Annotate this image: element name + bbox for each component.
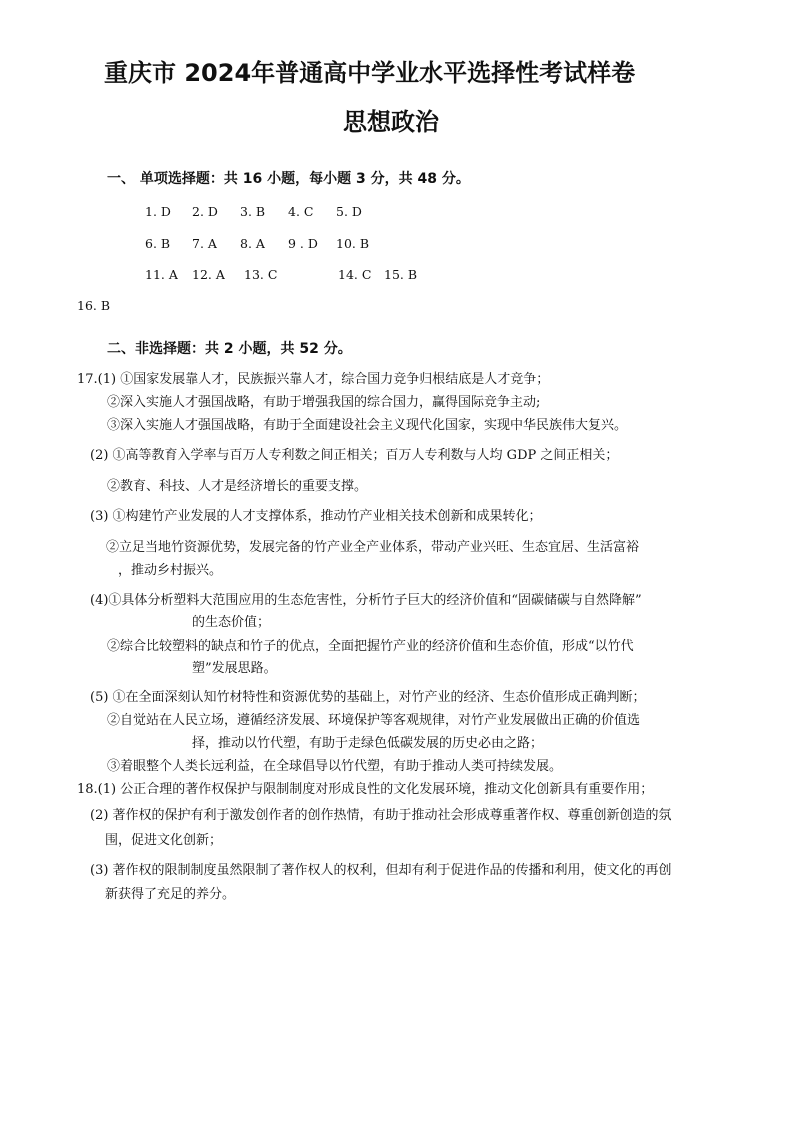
answer-item: 9 . D bbox=[288, 236, 318, 251]
answer-line: (3) 著作权的限制制度虽然限制了著作权人的权利，但却有利于促进作品的传播和利用，使文化的再创 bbox=[90, 863, 672, 878]
answer-item: 6. B bbox=[145, 236, 171, 251]
answer-line: ②教育、科技、人才是经济增长的重要支撑。 bbox=[107, 479, 368, 494]
answer-item: 11. A bbox=[145, 267, 178, 282]
answer-line: ③深入实施人才强国战略，有助于全面建设社会主义现代化国家，实现中华民族伟大复兴。 bbox=[107, 418, 628, 433]
answer-line: 17.(1) ①国家发展靠人才，民族振兴靠人才，综合国力竞争归根结底是人才竞争； bbox=[77, 372, 550, 387]
answer-line: 18.(1) 公正合理的著作权保护与限制制度对形成良性的文化发展环境，推动文化创新具有重要作用； bbox=[77, 782, 654, 797]
answer-item: 1. D bbox=[145, 204, 171, 219]
answer-line: (4)①具体分析塑料大范围应用的生态危害性，分析竹子巨大的经济价值和“固碳储碳与自然降解” bbox=[90, 593, 642, 608]
answer-item: 4. C bbox=[288, 204, 314, 219]
answer-item: 13. C bbox=[244, 267, 278, 282]
answer-item: 15. B bbox=[384, 267, 418, 282]
answer-line: ②自觉站在人民立场，遵循经济发展、环境保护等客观规律，对竹产业发展做出正确的价值选 bbox=[107, 713, 641, 728]
answer-line: ②深入实施人才强国战略，有助于增强我国的综合国力，赢得国际竞争主动; bbox=[107, 395, 541, 410]
page-title: 重庆市 2024年普通高中学业水平选择性考试样卷 bbox=[104, 59, 636, 87]
answer-item: 16. B bbox=[77, 298, 111, 313]
answer-line: ③着眼整个人类长远利益，在全球倡导以竹代塑，有助于推动人类可持续发展。 bbox=[107, 759, 563, 774]
answer-item: 12. A bbox=[192, 267, 225, 282]
answer-item: 10. B bbox=[336, 236, 370, 251]
answer-line: 新获得了充足的养分。 bbox=[105, 887, 236, 902]
page-subtitle: 思想政治 bbox=[343, 108, 439, 136]
answer-line: (2) 著作权的保护有利于激发创作者的创作热情，有助于推动社会形成尊重著作权、尊重创新创造的氛 bbox=[90, 808, 672, 823]
answer-line: (3) ①构建竹产业发展的人才支撑体系，推动竹产业相关技术创新和成果转化； bbox=[90, 509, 542, 524]
answer-line: ②立足当地竹资源优势，发展完备的竹产业全产业体系，带动产业兴旺、生态宜居、生活富裕 bbox=[106, 540, 640, 555]
answer-line: 择，推动以竹代塑，有助于走绿色低碳发展的历史必由之路； bbox=[192, 736, 544, 751]
answer-line: ②综合比较塑料的缺点和竹子的优点，全面把握竹产业的经济价值和生态价值，形成“以竹代 bbox=[107, 639, 634, 654]
answer-item: 2. D bbox=[192, 204, 218, 219]
answer-line: 围，促进文化创新； bbox=[105, 833, 223, 848]
answer-item: 14. C bbox=[338, 267, 372, 282]
answer-line: (2) ①高等教育入学率与百万人专利数之间正相关；百万人专利数与人均 GDP 之间正相关； bbox=[90, 448, 619, 463]
answer-line: (5) ①在全面深刻认知竹材特性和资源优势的基础上，对竹产业的经济、生态价值形成正确判断； bbox=[90, 690, 646, 705]
section-heading-nonchoice: 二、非选择题：共 2 小题，共 52 分。 bbox=[107, 341, 352, 357]
answer-line: ，推动乡村振兴。 bbox=[118, 563, 223, 578]
answer-item: 5. D bbox=[336, 204, 362, 219]
answer-line: 的生态价值； bbox=[192, 615, 271, 630]
answer-item: 7. A bbox=[192, 236, 217, 251]
section-heading-choice: 一、 单项选择题：共 16 小题，每小题 3 分，共 48 分。 bbox=[107, 171, 470, 187]
answer-line: 塑”发展思路。 bbox=[192, 661, 277, 676]
answer-item: 8. A bbox=[240, 236, 265, 251]
answer-item: 3. B bbox=[240, 204, 266, 219]
